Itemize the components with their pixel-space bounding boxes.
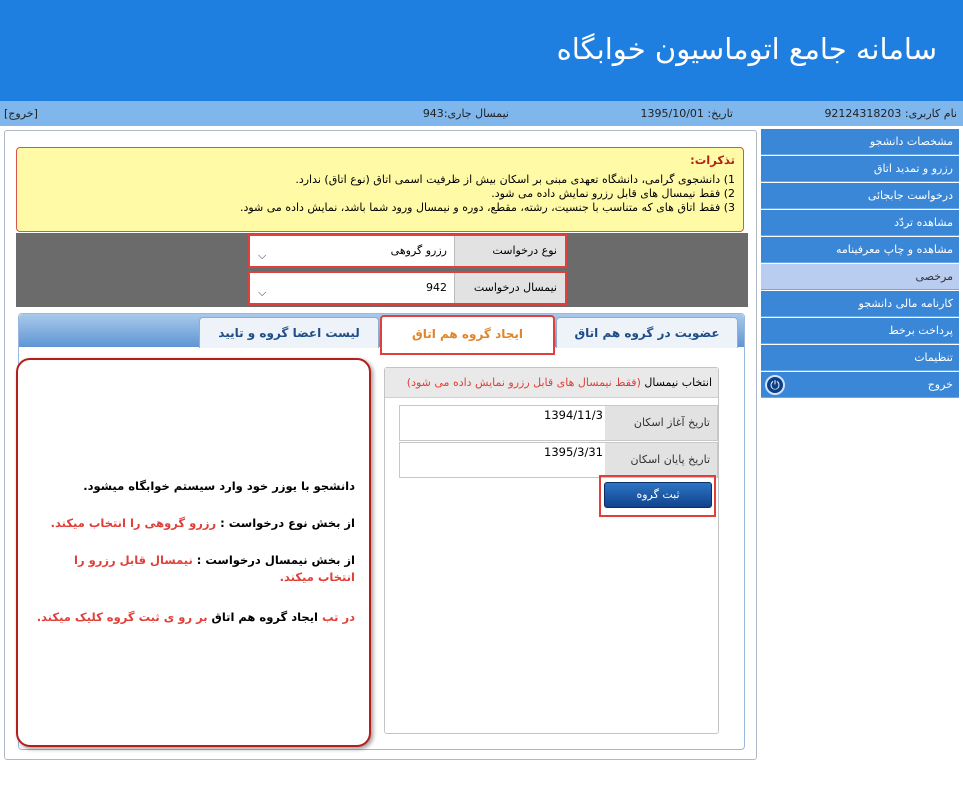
sidebar-item-settings[interactable]: تنظیمات: [761, 345, 959, 371]
sidebar-item-reserve-room[interactable]: رزرو و تمدید اتاق: [761, 156, 959, 182]
app-title: سامانه جامع اتوماسیون خوابگاه: [556, 32, 937, 66]
logout-link[interactable]: [خروج]: [4, 107, 38, 120]
callout-line-2: [35, 515, 355, 532]
sidebar-item-leave[interactable]: مرخصی: [761, 264, 959, 290]
sidebar-item-traffic-log[interactable]: مشاهده تردّد: [761, 210, 959, 236]
request-type-select[interactable]: [252, 239, 450, 263]
callout-highlight: بر رو ی ثبت گروه کلیک میکند.: [36, 610, 208, 624]
sidebar-item-online-payment[interactable]: پرداخت برخط: [761, 318, 959, 344]
semester-select[interactable]: [252, 276, 450, 300]
tab-members-list[interactable]: لیست اعضا گروه و تایید: [199, 317, 379, 348]
power-icon[interactable]: ⏻: [765, 375, 785, 395]
note-line: 2) فقط نیمسال های قابل رزرو نمایش داده می شود.: [491, 187, 735, 200]
semester-row: [248, 271, 567, 305]
notes-title: تذکرات:: [690, 153, 735, 167]
callout-text: دانشجو با یوزر خود وارد سیستم خوابگاه میشود.: [83, 479, 355, 493]
chevron-down-icon: ⌵: [258, 249, 267, 262]
callout-highlight: نیمسال قابل رزرو را انتخاب میکند.: [74, 553, 355, 584]
start-date-value: 1394/11/3: [544, 408, 603, 422]
callout-text: ایجاد گروه هم اتاق: [207, 610, 318, 624]
callout-text: از بخش نوع درخواست :: [216, 516, 355, 530]
request-type-row: [248, 234, 567, 268]
submit-group-button[interactable]: ثبت گروه: [604, 482, 712, 508]
status-bar: [0, 101, 963, 126]
note-line: 3) فقط اتاق های که متناسب با جنسیت، رشته، مقطع، دوره و نیمسال ورود شما باشد، نمایش داده می شود.: [239, 201, 735, 214]
start-date-label: تاریخ آغاز اسکان: [605, 406, 717, 440]
request-type-value: رزرو گروهی: [390, 244, 447, 257]
tab-membership[interactable]: عضویت در گروه هم اتاق: [556, 317, 738, 348]
date-label: تاریخ: 1395/10/01: [640, 107, 733, 120]
sidebar-item-introduction-letter[interactable]: مشاهده و چاپ معرفینامه: [761, 237, 959, 263]
request-form: [16, 233, 748, 307]
panel-header-label: انتخاب نیمسال: [640, 376, 712, 389]
notes-box: [16, 147, 744, 232]
end-date-row: [399, 442, 718, 478]
sidebar-menu: [761, 129, 959, 399]
start-date-row: [399, 405, 718, 441]
sidebar-item-exit-label: خروج: [927, 378, 953, 391]
app-header: [0, 0, 963, 101]
panel-header-note: (فقط نیمسال های قابل رزرو نمایش داده می شود): [406, 376, 641, 389]
sidebar-item-financial-report[interactable]: کارنامه مالی دانشجو: [761, 291, 959, 317]
current-semester-label: نیمسال جاری:943: [422, 107, 509, 120]
username-label: نام کاربری: 92124318203: [824, 107, 957, 120]
instruction-callout: [16, 358, 371, 747]
chevron-down-icon: ⌵: [258, 286, 267, 299]
panel-header: [385, 368, 718, 398]
callout-line-4: [35, 609, 355, 626]
semester-label: نیمسال درخواست: [454, 273, 565, 303]
semester-value: 942: [426, 281, 447, 294]
tab-bar: [19, 314, 744, 347]
end-date-value: 1395/3/31: [544, 445, 603, 459]
sidebar-item-relocation-request[interactable]: درخواست جابجائی: [761, 183, 959, 209]
callout-line-3: [35, 552, 355, 586]
submit-highlight: [599, 475, 716, 517]
callout-highlight: رزرو گروهی را انتخاب میکند.: [50, 516, 217, 530]
callout-line-1: [35, 478, 355, 495]
callout-highlight: در تب: [317, 610, 355, 624]
end-date-label: تاریخ پایان اسکان: [605, 443, 717, 477]
tab-create-group[interactable]: ایجاد گروه هم اتاق: [380, 315, 555, 355]
request-type-label: نوع درخواست: [454, 236, 565, 266]
sidebar-item-student-info[interactable]: مشخصات دانشجو: [761, 129, 959, 155]
note-line: 1) دانشجوی گرامی، دانشگاه تعهدی مبنی بر اسکان بیش از ظرفیت اسمی اتاق (نوع اتاق) ندارد.: [295, 173, 735, 186]
semester-panel: [384, 367, 719, 734]
sidebar-item-exit[interactable]: [761, 372, 959, 398]
callout-text: از بخش نیمسال درخواست :: [192, 553, 355, 567]
